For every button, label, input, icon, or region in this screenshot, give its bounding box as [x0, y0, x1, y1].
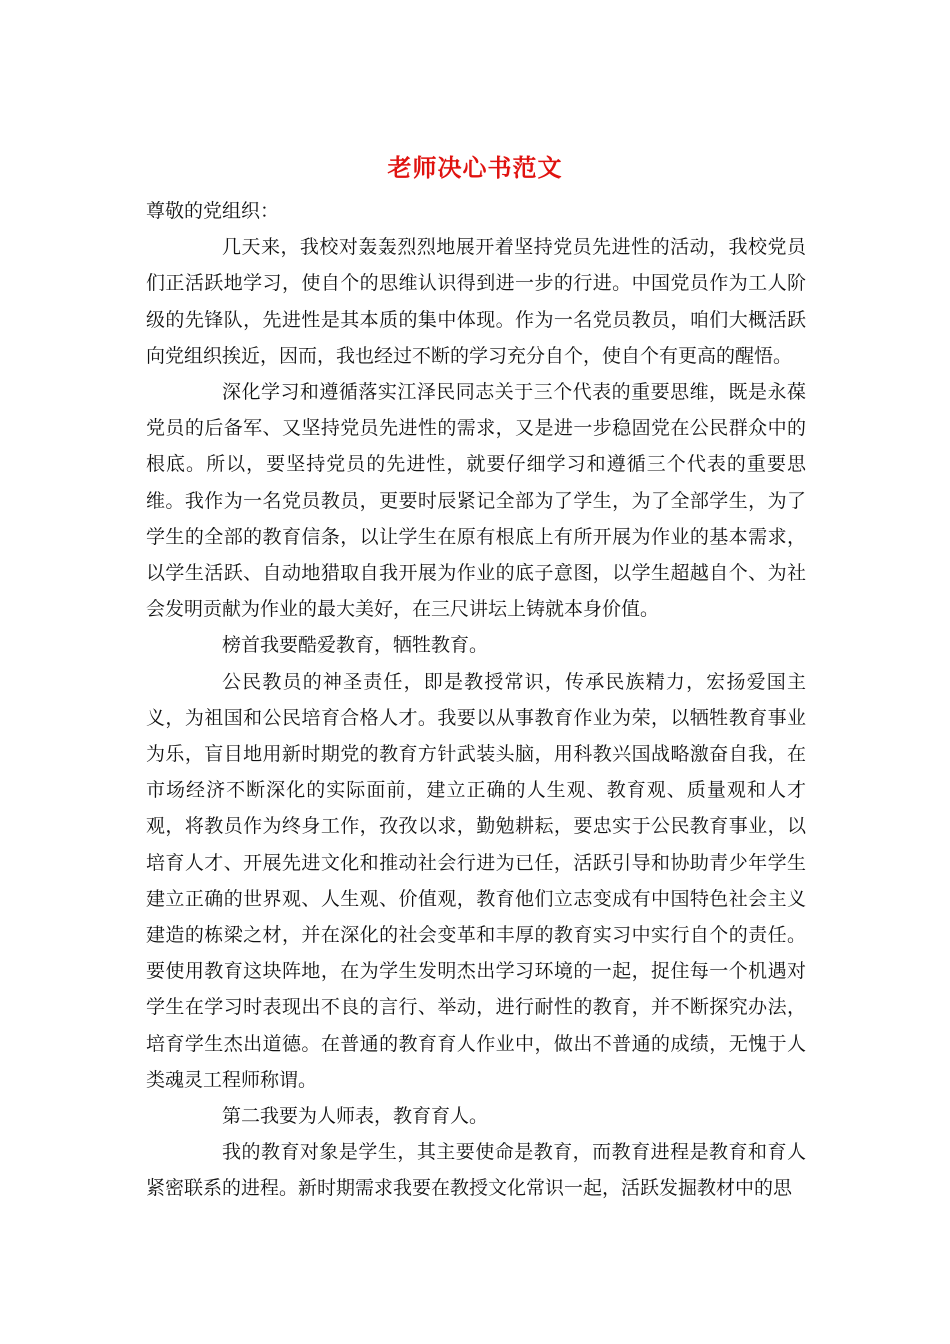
salutation: 尊敬的党组织：	[146, 200, 280, 222]
paragraph-second-point: 第二我要为人师表，教育育人。	[222, 1105, 489, 1128]
document-body	[146, 193, 806, 1207]
paragraph-education-object: 我的教育对象是学生，其主要使命是教育，而教育进程是教育和育人紧密联系的进程。新时期需求我要在教授文化常识一起，活跃发掘教材中的思	[146, 1141, 806, 1200]
paragraph-first-point: 榜首我要酷爱教育，牺牲教育。	[222, 634, 489, 657]
paragraph-three-represents: 深化学习和遵循落实江泽民同志关于三个代表的重要思维，既是永葆党员的后备军、又坚持党员先进性的需求，又是进一步稳固党在公民群众中的根底。所以，要坚持党员的先进性，就要仔细学习和遵循三个代表的重要思维。我作为一名党员教员，更要时辰紧记全部为了学生，为了全部学生，为了学生的全部的教育信条，以让学生在原有根底上有所开展为作业的基本需求，以学生活跃、自动地猎取自我开展为作业的底子意图，以学生超越自个、为社会发明贡献为作业的最大美好，在三尺讲坛上铸就本身价值。	[146, 381, 806, 621]
document-title: 老师决心书范文	[387, 153, 563, 182]
paragraph-teacher-duty: 公民教员的神圣责任，即是教授常识，传承民族精力，宏扬爱国主义，为祖国和公民培育合格人才。我要以从事教育作业为荣，以牺牲教育事业为乐，盲目地用新时期党的教育方针武装头脑，用科教兴国战略激奋自我，在市场经济不断深化的实际面前，建立正确的人生观、教育观、质量观和人才观，将教员作为终身工作，孜孜以求，勤勉耕耘，要忠实于公民教育事业，以培育人才、开展先进文化和推动社会行进为已任，活跃引导和协助青少年学生建立正确的世界观、人生观、价值观，教育他们立志变成有中国特色社会主义建造的栋梁之材，并在深化的社会变革和丰厚的教育实习中实行自个的责任。要使用教育这块阵地，在为学生发明杰出学习环境的一起，捉住每一个机遇对学生在学习时表现出不良的言行、举动，进行耐性的教育，并不断探究办法，培育学生杰出道德。在普通的教育育人作业中，做出不普通的成绩，无愧于人类魂灵工程师称谓。	[146, 670, 806, 1091]
paragraph-intro: 几天来，我校对轰轰烈烈地展开着坚持党员先进性的活动，我校党员们正活跃地学习，使自个的思维认识得到进一步的行进。中国党员作为工人阶级的先锋队，先进性是其本质的集中体现。作为一名党员教员，咱们大概活跃向党组织挨近，因而，我也经过不断的学习充分自个，使自个有更高的醒悟。	[146, 236, 806, 367]
